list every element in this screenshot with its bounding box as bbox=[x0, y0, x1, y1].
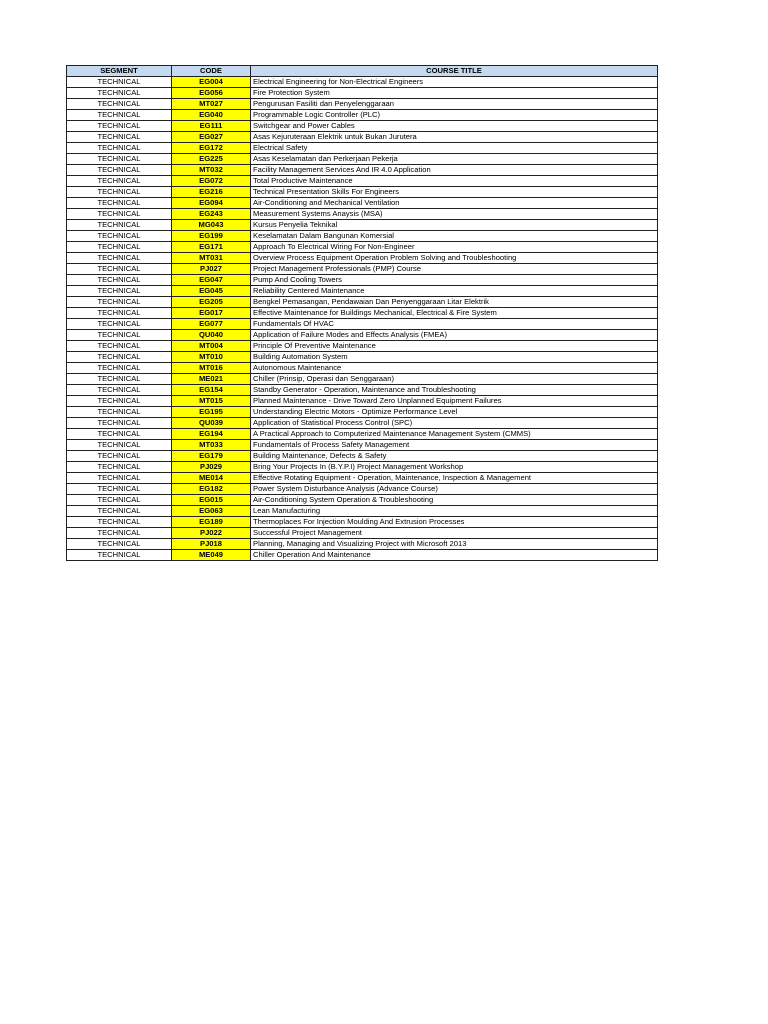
table-row bbox=[67, 418, 658, 429]
code-cell: EG027 bbox=[172, 132, 251, 143]
table-row bbox=[67, 88, 658, 99]
header-segment: SEGMENT bbox=[67, 66, 172, 77]
segment-cell: TECHNICAL bbox=[67, 253, 172, 264]
table-row bbox=[67, 264, 658, 275]
segment-cell: TECHNICAL bbox=[67, 319, 172, 330]
table-row bbox=[67, 77, 658, 88]
table-row bbox=[67, 539, 658, 550]
code-cell: MG043 bbox=[172, 220, 251, 231]
table-row bbox=[67, 231, 658, 242]
table-row bbox=[67, 528, 658, 539]
table-row bbox=[67, 517, 658, 528]
segment-cell: TECHNICAL bbox=[67, 396, 172, 407]
table-row bbox=[67, 330, 658, 341]
segment-cell: TECHNICAL bbox=[67, 374, 172, 385]
course-title-cell: Technical Presentation Skills For Engineers bbox=[251, 187, 658, 198]
segment-cell: TECHNICAL bbox=[67, 198, 172, 209]
table-row bbox=[67, 275, 658, 286]
segment-cell: TECHNICAL bbox=[67, 341, 172, 352]
segment-cell: TECHNICAL bbox=[67, 550, 172, 561]
segment-cell: TECHNICAL bbox=[67, 429, 172, 440]
course-title-cell: Reliability Centered Maintenance bbox=[251, 286, 658, 297]
code-cell: MT031 bbox=[172, 253, 251, 264]
segment-cell: TECHNICAL bbox=[67, 528, 172, 539]
table-row bbox=[67, 462, 658, 473]
code-cell: MT015 bbox=[172, 396, 251, 407]
code-cell: PJ027 bbox=[172, 264, 251, 275]
segment-cell: TECHNICAL bbox=[67, 484, 172, 495]
segment-cell: TECHNICAL bbox=[67, 242, 172, 253]
table-row bbox=[67, 363, 658, 374]
segment-cell: TECHNICAL bbox=[67, 385, 172, 396]
segment-cell: TECHNICAL bbox=[67, 220, 172, 231]
table-row bbox=[67, 341, 658, 352]
course-title-cell: Lean Manufacturing bbox=[251, 506, 658, 517]
segment-cell: TECHNICAL bbox=[67, 88, 172, 99]
course-title-cell: Fundamentals of Process Safety Management bbox=[251, 440, 658, 451]
segment-cell: TECHNICAL bbox=[67, 297, 172, 308]
code-cell: EG189 bbox=[172, 517, 251, 528]
code-cell: EG194 bbox=[172, 429, 251, 440]
code-cell: EG182 bbox=[172, 484, 251, 495]
table-row bbox=[67, 429, 658, 440]
code-cell: EG072 bbox=[172, 176, 251, 187]
table-row bbox=[67, 209, 658, 220]
code-cell: QU039 bbox=[172, 418, 251, 429]
course-title-cell: Asas Kejuruteraan Elektrik untuk Bukan Jurutera bbox=[251, 132, 658, 143]
code-cell: EG172 bbox=[172, 143, 251, 154]
course-title-cell: Standby Generator - Operation, Maintenance and Troubleshooting bbox=[251, 385, 658, 396]
segment-cell: TECHNICAL bbox=[67, 264, 172, 275]
table-row bbox=[67, 451, 658, 462]
segment-cell: TECHNICAL bbox=[67, 440, 172, 451]
table-row bbox=[67, 440, 658, 451]
segment-cell: TECHNICAL bbox=[67, 495, 172, 506]
course-title-cell: Understanding Electric Motors - Optimize Performance Level bbox=[251, 407, 658, 418]
table-row bbox=[67, 198, 658, 209]
table-row bbox=[67, 176, 658, 187]
course-title-cell: Building Automation System bbox=[251, 352, 658, 363]
course-title-cell: Fundamentals Of HVAC bbox=[251, 319, 658, 330]
table-row bbox=[67, 110, 658, 121]
code-cell: EG045 bbox=[172, 286, 251, 297]
header-code: CODE bbox=[172, 66, 251, 77]
table-row bbox=[67, 396, 658, 407]
segment-cell: TECHNICAL bbox=[67, 407, 172, 418]
code-cell: QU040 bbox=[172, 330, 251, 341]
code-cell: EG015 bbox=[172, 495, 251, 506]
code-cell: EG056 bbox=[172, 88, 251, 99]
code-cell: MT016 bbox=[172, 363, 251, 374]
course-title-cell: Power System Disturbance Analysis (Advance Course) bbox=[251, 484, 658, 495]
table-row bbox=[67, 242, 658, 253]
code-cell: EG205 bbox=[172, 297, 251, 308]
segment-cell: TECHNICAL bbox=[67, 473, 172, 484]
segment-cell: TECHNICAL bbox=[67, 539, 172, 550]
segment-cell: TECHNICAL bbox=[67, 352, 172, 363]
course-title-cell: Measurement Systems Anaysis (MSA) bbox=[251, 209, 658, 220]
table-row bbox=[67, 374, 658, 385]
table-row bbox=[67, 385, 658, 396]
table-row bbox=[67, 352, 658, 363]
table-row bbox=[67, 308, 658, 319]
table-header bbox=[67, 66, 658, 77]
segment-cell: TECHNICAL bbox=[67, 165, 172, 176]
header-course-title: COURSE TITLE bbox=[251, 66, 658, 77]
code-cell: EG195 bbox=[172, 407, 251, 418]
course-title-cell: Chiller Operation And Maintenance bbox=[251, 550, 658, 561]
code-cell: ME021 bbox=[172, 374, 251, 385]
course-title-cell: A Practical Approach to Computerized Maintenance Management System (CMMS) bbox=[251, 429, 658, 440]
code-cell: MT032 bbox=[172, 165, 251, 176]
code-cell: MT010 bbox=[172, 352, 251, 363]
code-cell: PJ029 bbox=[172, 462, 251, 473]
course-title-cell: Air-Conditioning System Operation & Troubleshooting bbox=[251, 495, 658, 506]
course-title-cell: Pengurusan Fasiliti dan Penyelenggaraan bbox=[251, 99, 658, 110]
course-title-cell: Building Maintenance, Defects & Safety bbox=[251, 451, 658, 462]
table-row bbox=[67, 143, 658, 154]
table-row bbox=[67, 253, 658, 264]
course-title-cell: Bring Your Projects In (B.Y.P.I) Project Management Workshop bbox=[251, 462, 658, 473]
course-title-cell: Successful Project Management bbox=[251, 528, 658, 539]
code-cell: EG225 bbox=[172, 154, 251, 165]
segment-cell: TECHNICAL bbox=[67, 132, 172, 143]
table-row bbox=[67, 506, 658, 517]
segment-cell: TECHNICAL bbox=[67, 363, 172, 374]
segment-cell: TECHNICAL bbox=[67, 330, 172, 341]
segment-cell: TECHNICAL bbox=[67, 209, 172, 220]
code-cell: MT004 bbox=[172, 341, 251, 352]
course-title-cell: Overview Process Equipment Operation Problem Solving and Troubleshooting bbox=[251, 253, 658, 264]
segment-cell: TECHNICAL bbox=[67, 176, 172, 187]
code-cell: EG040 bbox=[172, 110, 251, 121]
table-row bbox=[67, 121, 658, 132]
segment-cell: TECHNICAL bbox=[67, 275, 172, 286]
table-row bbox=[67, 550, 658, 561]
course-title-cell: Asas Keselamatan dan Perkerjaan Pekerja bbox=[251, 154, 658, 165]
code-cell: EG179 bbox=[172, 451, 251, 462]
segment-cell: TECHNICAL bbox=[67, 418, 172, 429]
table-row bbox=[67, 297, 658, 308]
table-row bbox=[67, 407, 658, 418]
header-row bbox=[67, 66, 658, 77]
code-cell: EG243 bbox=[172, 209, 251, 220]
table-row bbox=[67, 187, 658, 198]
code-cell: MT027 bbox=[172, 99, 251, 110]
table-row bbox=[67, 495, 658, 506]
segment-cell: TECHNICAL bbox=[67, 143, 172, 154]
course-title-cell: Thermoplaces For Injection Moulding And Extrusion Processes bbox=[251, 517, 658, 528]
course-title-cell: Total Productive Maintenance bbox=[251, 176, 658, 187]
code-cell: EG047 bbox=[172, 275, 251, 286]
code-cell: EG154 bbox=[172, 385, 251, 396]
table-row bbox=[67, 154, 658, 165]
table-row bbox=[67, 165, 658, 176]
segment-cell: TECHNICAL bbox=[67, 506, 172, 517]
course-title-cell: Facility Management Services And IR 4.0 Application bbox=[251, 165, 658, 176]
course-title-cell: Planning, Managing and Visualizing Project with Microsoft 2013 bbox=[251, 539, 658, 550]
segment-cell: TECHNICAL bbox=[67, 110, 172, 121]
code-cell: PJ022 bbox=[172, 528, 251, 539]
course-title-cell: Autonomous Maintenance bbox=[251, 363, 658, 374]
table-row bbox=[67, 319, 658, 330]
course-title-cell: Project Management Professionals (PMP) Course bbox=[251, 264, 658, 275]
table-row bbox=[67, 484, 658, 495]
segment-cell: TECHNICAL bbox=[67, 231, 172, 242]
code-cell: ME014 bbox=[172, 473, 251, 484]
course-title-cell: Pump And Cooling Towers bbox=[251, 275, 658, 286]
table-row bbox=[67, 286, 658, 297]
code-cell: EG004 bbox=[172, 77, 251, 88]
table-row bbox=[67, 220, 658, 231]
segment-cell: TECHNICAL bbox=[67, 308, 172, 319]
course-title-cell: Effective Rotating Equipment - Operation, Maintenance, Inspection & Management bbox=[251, 473, 658, 484]
course-title-cell: Application of Statistical Process Control (SPC) bbox=[251, 418, 658, 429]
code-cell: MT033 bbox=[172, 440, 251, 451]
course-title-cell: Application of Failure Modes and Effects Analysis (FMEA) bbox=[251, 330, 658, 341]
code-cell: PJ018 bbox=[172, 539, 251, 550]
course-title-cell: Switchgear and Power Cables bbox=[251, 121, 658, 132]
segment-cell: TECHNICAL bbox=[67, 121, 172, 132]
course-title-cell: Fire Protection System bbox=[251, 88, 658, 99]
segment-cell: TECHNICAL bbox=[67, 187, 172, 198]
code-cell: EG063 bbox=[172, 506, 251, 517]
table-row bbox=[67, 473, 658, 484]
code-cell: EG171 bbox=[172, 242, 251, 253]
segment-cell: TECHNICAL bbox=[67, 154, 172, 165]
segment-cell: TECHNICAL bbox=[67, 451, 172, 462]
course-title-cell: Kursus Penyelia Teknikal bbox=[251, 220, 658, 231]
code-cell: ME049 bbox=[172, 550, 251, 561]
segment-cell: TECHNICAL bbox=[67, 286, 172, 297]
course-title-cell: Planned Maintenance - Drive Toward Zero Unplanned Equipment Failures bbox=[251, 396, 658, 407]
segment-cell: TECHNICAL bbox=[67, 77, 172, 88]
code-cell: EG199 bbox=[172, 231, 251, 242]
course-title-cell: Approach To Electrical Wiring For Non-Engineer bbox=[251, 242, 658, 253]
code-cell: EG216 bbox=[172, 187, 251, 198]
segment-cell: TECHNICAL bbox=[67, 517, 172, 528]
course-title-cell: Electrical Safety bbox=[251, 143, 658, 154]
course-title-cell: Programmable Logic Controller (PLC) bbox=[251, 110, 658, 121]
table-row bbox=[67, 132, 658, 143]
table-row bbox=[67, 99, 658, 110]
code-cell: EG017 bbox=[172, 308, 251, 319]
course-table bbox=[66, 65, 658, 561]
table-body bbox=[67, 77, 658, 561]
course-title-cell: Bengkel Pemasangan, Pendawaian Dan Penyenggaraan Litar Elektrik bbox=[251, 297, 658, 308]
course-title-cell: Principle Of Preventive Maintenance bbox=[251, 341, 658, 352]
course-title-cell: Effective Maintenance for Buildings Mechanical, Electrical & Fire System bbox=[251, 308, 658, 319]
code-cell: EG111 bbox=[172, 121, 251, 132]
code-cell: EG077 bbox=[172, 319, 251, 330]
course-title-cell: Electrical Engineering for Non-Electrical Engineers bbox=[251, 77, 658, 88]
course-title-cell: Keselamatan Dalam Bangunan Komersial bbox=[251, 231, 658, 242]
course-title-cell: Chiller (Prinsip, Operasi dan Senggaraan) bbox=[251, 374, 658, 385]
segment-cell: TECHNICAL bbox=[67, 462, 172, 473]
code-cell: EG094 bbox=[172, 198, 251, 209]
course-title-cell: Air-Conditioning and Mechanical Ventilation bbox=[251, 198, 658, 209]
segment-cell: TECHNICAL bbox=[67, 99, 172, 110]
